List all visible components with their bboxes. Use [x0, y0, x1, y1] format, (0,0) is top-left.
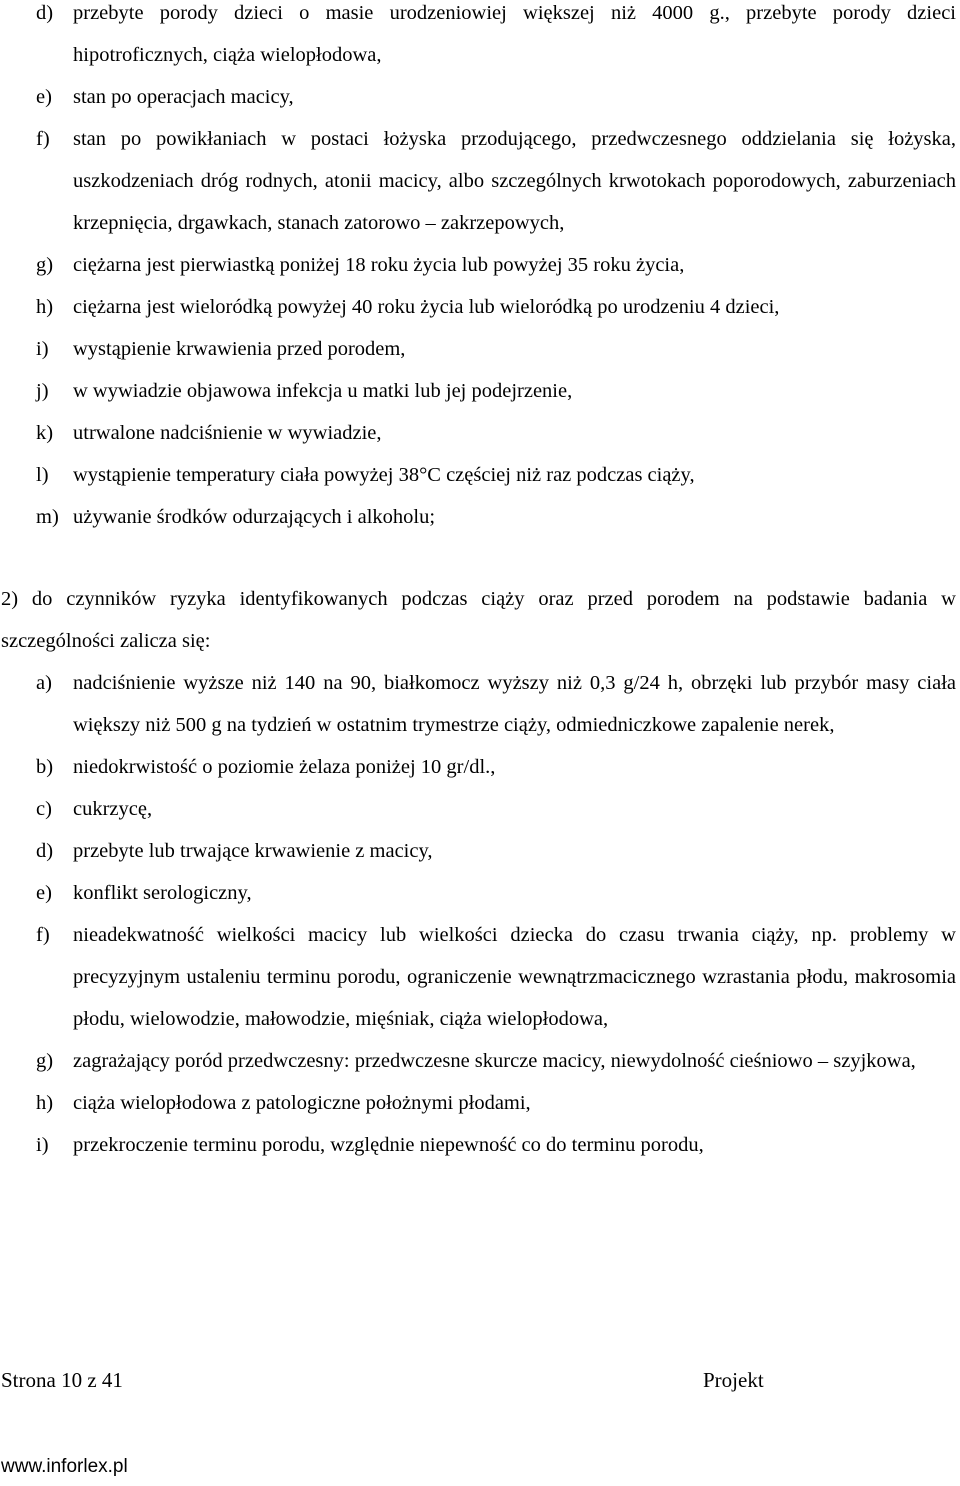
- item-label: h): [36, 296, 54, 318]
- item-text: konflikt serologiczny,: [73, 882, 252, 904]
- list-item: [0, 286, 960, 328]
- list-item: [0, 830, 960, 872]
- item-label: a): [36, 672, 52, 694]
- section-spacer: [0, 538, 960, 578]
- list-item: [0, 1124, 960, 1166]
- risk-factors-list-1: [0, 0, 960, 538]
- item-text: ciąża wielopłodowa z patologiczne położnymi płodami,: [73, 1092, 531, 1114]
- item-text: wystąpienie krwawienia przed porodem,: [73, 338, 406, 360]
- list-item: [0, 0, 960, 76]
- site-url[interactable]: www.inforlex.pl: [1, 1456, 128, 1477]
- page-number: Strona 10 z 41: [1, 1368, 123, 1392]
- item-text: używanie środków odurzających i alkoholu;: [73, 506, 436, 528]
- item-text: stan po operacjach macicy,: [73, 86, 294, 108]
- item-text: nieadekwatność wielkości macicy lub wielkości dziecka do czasu trwania ciąży, np. problemy w precyzyjnym ustaleniu terminu porodu, ograniczenie wewnątrzmacicznego wzrastania płodu, makrosomia płodu, wielowodzie, małowodzie, mięśniak, ciąża wielopłodowa,: [73, 924, 956, 1030]
- item-text: przekroczenie terminu porodu, względnie niepewność co do terminu porodu,: [73, 1134, 704, 1156]
- item-label: g): [36, 1050, 54, 1072]
- item-label: k): [36, 422, 54, 444]
- list-item: [0, 914, 960, 1040]
- item-text: nadciśnienie wyższe niż 140 na 90, białkomocz wyższy niż 0,3 g/24 h, obrzęki lub przybór masy ciała większy niż 500 g na tydzień w ostatnim trymestrze ciąży, odmiedniczkowe zapalenie nerek,: [73, 672, 956, 736]
- item-label: e): [36, 86, 52, 108]
- item-label: i): [36, 338, 49, 360]
- item-text: przebyte lub trwające krwawienie z macicy,: [73, 840, 433, 862]
- section-2-intro: 2) do czynników ryzyka identyfikowanych podczas ciąży oraz przed porodem na podstawie badania w szczególności zalicza się:: [1, 588, 956, 652]
- item-label: f): [36, 128, 50, 150]
- item-text: niedokrwistość o poziomie żelaza poniżej 10 gr/dl.,: [73, 756, 496, 778]
- item-label: d): [36, 840, 54, 862]
- list-item: [0, 118, 960, 244]
- list-item: [0, 454, 960, 496]
- list-item: [0, 244, 960, 286]
- item-text: zagrażający poród przedwczesny: przedwczesne skurcze macicy, niewydolność cieśniowo – szyjkowa,: [73, 1050, 916, 1072]
- item-label: b): [36, 756, 54, 778]
- item-label: m): [36, 506, 59, 528]
- list-item: [0, 662, 960, 746]
- item-label: i): [36, 1134, 49, 1156]
- item-text: w wywiadzie objawowa infekcja u matki lub jej podejrzenie,: [73, 380, 573, 402]
- document-status: Projekt: [703, 1368, 764, 1392]
- item-label: f): [36, 924, 50, 946]
- list-item: [0, 1040, 960, 1082]
- item-label: j): [36, 380, 49, 402]
- item-label: g): [36, 254, 54, 276]
- item-label: h): [36, 1092, 54, 1114]
- list-item: [0, 412, 960, 454]
- list-item: [0, 370, 960, 412]
- item-label: l): [36, 464, 49, 486]
- item-text: ciężarna jest pierwiastką poniżej 18 roku życia lub powyżej 35 roku życia,: [73, 254, 685, 276]
- list-item: [0, 1082, 960, 1124]
- risk-factors-list-2: [0, 662, 960, 1166]
- list-item: [0, 746, 960, 788]
- item-label: e): [36, 882, 52, 904]
- list-item: [0, 872, 960, 914]
- item-text: utrwalone nadciśnienie w wywiadzie,: [73, 422, 382, 444]
- item-text: wystąpienie temperatury ciała powyżej 38°C częściej niż raz podczas ciąży,: [73, 464, 695, 486]
- item-text: przebyte porody dzieci o masie urodzeniowiej większej niż 4000 g., przebyte porody dzieci hipotroficznych, ciąża wielopłodowa,: [73, 2, 956, 66]
- list-item: [0, 328, 960, 370]
- item-text: cukrzycę,: [73, 798, 153, 820]
- item-text: stan po powikłaniach w postaci łożyska przodującego, przedwczesnego oddzielania się łożyska, uszkodzeniach dróg rodnych, atonii macicy, albo szczególnych krwotokach poporodowych, zaburzeniach krzepnięcia, drgawkach, stanach zatorowo – zakrzepowych,: [73, 128, 956, 234]
- item-label: c): [36, 798, 52, 820]
- list-item: [0, 496, 960, 538]
- list-item: [0, 788, 960, 830]
- list-item: [0, 76, 960, 118]
- item-text: ciężarna jest wieloródką powyżej 40 roku życia lub wieloródką po urodzeniu 4 dzieci,: [73, 296, 780, 318]
- item-label: d): [36, 2, 54, 24]
